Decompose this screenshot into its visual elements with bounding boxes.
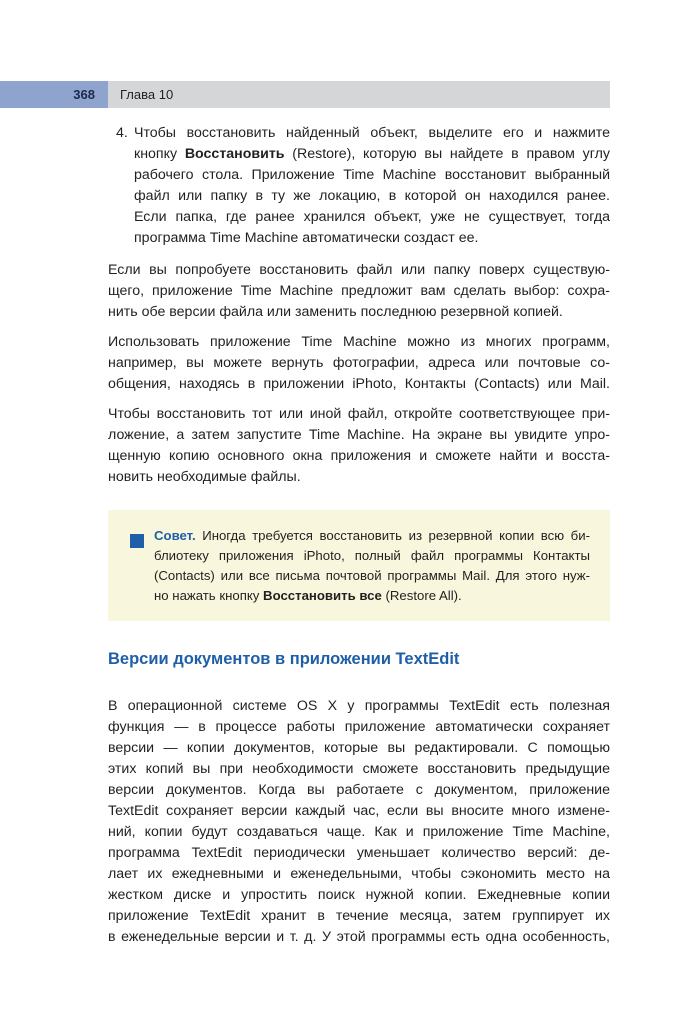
text-run: В операционной системе OS X у программы TextEdit есть полезная xyxy=(108,698,610,714)
text-run: блиотеку приложения iPhoto, полный файл программы Контакты xyxy=(154,548,590,563)
text-line xyxy=(134,144,610,165)
text-line xyxy=(154,586,590,606)
text-run: общения, находясь в приложении iPhoto, Контакты (Contacts) или Mail. xyxy=(108,376,610,392)
text-run: этих копий вы при необходимости сможете восстановить предыдущие xyxy=(108,761,610,777)
text-run: файл или папку в ту же локацию, в которой он находился ранее. xyxy=(134,188,610,204)
text-run: кнопку xyxy=(134,146,185,162)
tip-square-icon xyxy=(130,534,144,548)
text-line xyxy=(108,864,610,885)
text-run: щенную копию основного окна приложения и сможете найти и восста- xyxy=(108,448,610,464)
text-line xyxy=(108,885,610,906)
text-line xyxy=(134,228,610,249)
text-run: TextEdit сохраняет версии каждый час, если вы вносите много измене- xyxy=(108,803,610,819)
text-line xyxy=(108,759,610,780)
text-line xyxy=(108,906,610,927)
text-run: программа Time Machine автоматически создаст ее. xyxy=(134,230,479,246)
text-line xyxy=(108,822,610,843)
text-run: нить обе версии файла или заменить последнюю резервной копией. xyxy=(108,304,563,320)
tip-label: Совет. xyxy=(154,528,196,543)
text-line xyxy=(108,717,610,738)
text-line xyxy=(108,780,610,801)
paragraph xyxy=(108,332,610,395)
text-line xyxy=(154,526,590,546)
text-run: Если вы попробуете восстановить файл или папку поверх существую- xyxy=(108,262,610,278)
text-line xyxy=(108,404,610,425)
text-run: новить необходимые файлы. xyxy=(108,469,301,485)
text-run: в еженедельные версии и т. д. У этой программы есть одна особенность, xyxy=(108,929,610,945)
text-run: версии документов. Когда вы работаете с документом, приложение xyxy=(108,782,610,798)
list-item-text xyxy=(134,123,610,249)
text-line xyxy=(108,260,610,281)
tip-box xyxy=(108,510,610,621)
text-run: версии — копии документов, которые вы редактировали. С помощью xyxy=(108,740,610,756)
text-run: функция — в процессе работы приложение автоматически сохраняет xyxy=(108,719,610,735)
text-line xyxy=(108,467,610,488)
chapter-title: Глава 10 xyxy=(120,87,174,102)
bold-term: Восстановить xyxy=(184,146,285,162)
bold-term: Восстановить все xyxy=(263,588,382,603)
text-run: лает их ежедневными и еженедельными, чтобы сэкономить место на xyxy=(108,866,610,882)
text-run: программа TextEdit периодически уменьшает количество версий: де- xyxy=(108,845,610,861)
tip-text xyxy=(154,526,590,606)
text-run: щего, приложение Time Machine предложит вам сделать выбор: сохра- xyxy=(108,283,610,299)
paragraph xyxy=(108,260,610,323)
text-line xyxy=(108,696,610,717)
numbered-list-item xyxy=(108,123,610,249)
text-run: (Restore), которую вы найдете в правом углу xyxy=(284,146,610,162)
text-run: Чтобы восстановить тот или иной файл, откройте соответствующее при- xyxy=(108,406,610,422)
text-run: жестком диске и упростить поиск нужной копии. Ежедневные копии xyxy=(108,887,610,903)
paragraph xyxy=(108,404,610,488)
page-number: 368 xyxy=(0,81,108,108)
text-line xyxy=(108,446,610,467)
text-run: (Contacts) или все письма почтовой программы Mail. Для этого нуж- xyxy=(154,568,590,583)
text-run: но нажать кнопку xyxy=(154,588,264,603)
text-line xyxy=(134,186,610,207)
text-run: Иногда требуется восстановить из резервной копии всю би- xyxy=(195,528,590,543)
text-line xyxy=(108,281,610,302)
text-line xyxy=(108,332,610,353)
text-line xyxy=(134,165,610,186)
text-line xyxy=(108,843,610,864)
text-run: приложение TextEdit хранит в течение месяца, затем группирует их xyxy=(108,908,610,924)
text-line xyxy=(108,927,610,948)
text-line xyxy=(108,425,610,446)
text-run: например, вы можете вернуть фотографии, адреса или почтовые со- xyxy=(108,355,610,371)
text-line xyxy=(108,738,610,759)
text-line xyxy=(134,123,610,144)
text-run: ложение, а затем запустите Time Machine. На экране вы увидите упро- xyxy=(108,427,610,443)
text-run: Использовать приложение Time Machine можно из многих программ, xyxy=(108,334,610,350)
section-heading: Версии документов в приложении TextEdit xyxy=(108,650,460,668)
text-line xyxy=(108,353,610,374)
text-run: Если папка, где ранее хранился объект, уже не существует, тогда xyxy=(134,209,610,225)
text-run: ний, копии будут создаваться чаще. Как и приложение Time Machine, xyxy=(108,824,610,840)
text-run: рабочего стола. Приложение Time Machine восстановит выбранный xyxy=(134,167,610,183)
running-header xyxy=(108,81,610,108)
text-line xyxy=(108,801,610,822)
text-line xyxy=(134,207,610,228)
text-run: (Restore All). xyxy=(381,588,462,603)
text-line xyxy=(108,374,610,395)
text-line xyxy=(154,566,590,586)
text-line xyxy=(154,546,590,566)
text-line xyxy=(108,302,610,323)
section-paragraph xyxy=(108,696,610,948)
text-run: Чтобы восстановить найденный объект, выделите его и нажмите xyxy=(134,125,610,141)
list-number: 4. xyxy=(116,125,128,141)
